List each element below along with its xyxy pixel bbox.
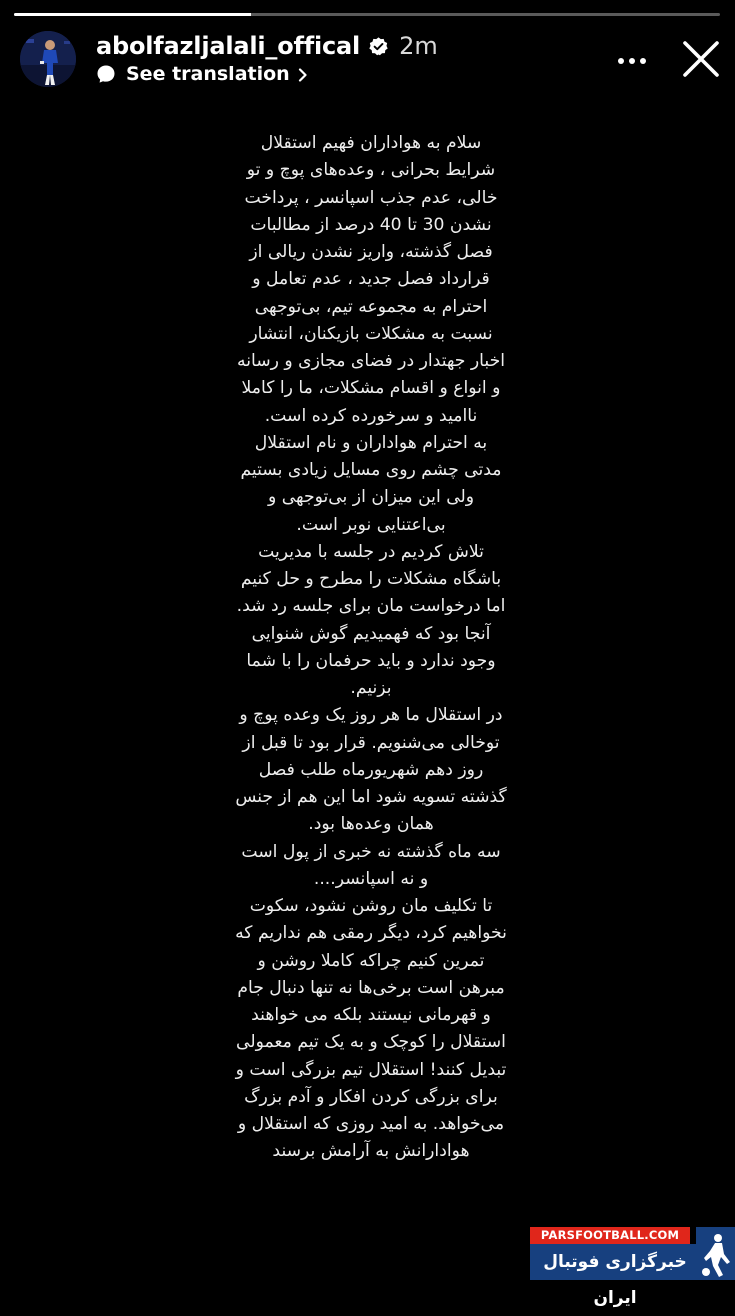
time-ago: 2m [399,32,438,60]
story-progress-fill [14,13,251,16]
username[interactable]: abolfazljalali_offical [96,32,361,60]
caption-paragraph: به احترام هواداران و نام استقلال مدتی چشم روی مسایل زیادی بستیم ولی این میزان از بی‌توجهی و بی‌اعتنایی نوبر است. [240,432,502,535]
watermark-name: خبرگزاری فوتبال ایران [530,1244,700,1280]
story-progress-bar [14,13,720,16]
caption-paragraph: تلاش کردیم در جلسه با مدیریت باشگاه مشکلات را مطرح و حل کنیم اما درخواست مان برای جلسه رد شد. [236,541,506,617]
caption-paragraph: در استقلال ما هر روز یک وعده پوچ و توخالی می‌شنویم. قرار بود تا قبل از روز دهم شهریورماه طلب فصل گذشته تسویه شود اما این هم از جنس همان وعده‌ها بود. [235,705,507,835]
parsfootball-watermark [530,1227,735,1308]
avatar[interactable] [20,31,76,87]
username-row [96,30,438,62]
caption-paragraph: سه ماه گذشته نه خبری از پول است و نه اسپانسر.... [241,841,501,889]
caption-paragraph: آنجا بود که فهمیدیم گوش شنوایی وجود ندارد و باید حرفمان را با شما بزنیم. [246,623,496,698]
caption-paragraph: سلام به هواداران فهیم استقلال شرایط بحرانی ، وعده‌های پوچ و تو خالی، عدم جذب اسپانسر ، پرداخت نشدن 30 تا 40 درصد از مطالبات فصل گذشته، واریز نشدن ریالی از قرارداد فصل جدید ، عدم تعامل و احترام به مجموعه تیم، بی‌توجهی نسبت به مشکلات بازیکنان، انتشار اخبار جهتدار در فضای مجازی و رسانه و انواع و اقسام مشکلات، ما را کاملا ناامید و سرخورده کرده است. [236,133,506,426]
verified-badge-icon [368,36,389,57]
story-header [0,24,735,100]
player-photo-icon [20,31,76,87]
see-translation-button[interactable] [96,61,308,87]
more-options-button[interactable] [612,46,652,76]
speech-bubble-icon [96,64,116,84]
see-translation-label: See translation [126,63,290,85]
close-x-icon [680,38,722,80]
footballer-logo-icon [696,1227,735,1280]
story-caption [235,130,507,1166]
caption-paragraph: تا تکلیف مان روشن نشود، سکوت نخواهیم کرد، دیگر رمقی هم نداریم که تمرین کنیم چراکه کاملا روشن و مبرهن است برخی‌ها نه تنها دنبال جام و قهرمانی نیستند بلکه می خواهند استقلال را کوچک و به یک تیم معمولی تبدیل کنند! استقلال تیم بزرگی است و برای بزرگی کردن افکار و آدم بزرگ می‌خواهد. به امید روزی که استقلال و هوادارانش به آرامش برسند [235,896,507,1162]
watermark-site: PARSFOOTBALL.COM [530,1227,690,1244]
chevron-right-icon [298,67,308,81]
close-button[interactable] [680,38,722,80]
more-dots-icon [612,46,652,76]
